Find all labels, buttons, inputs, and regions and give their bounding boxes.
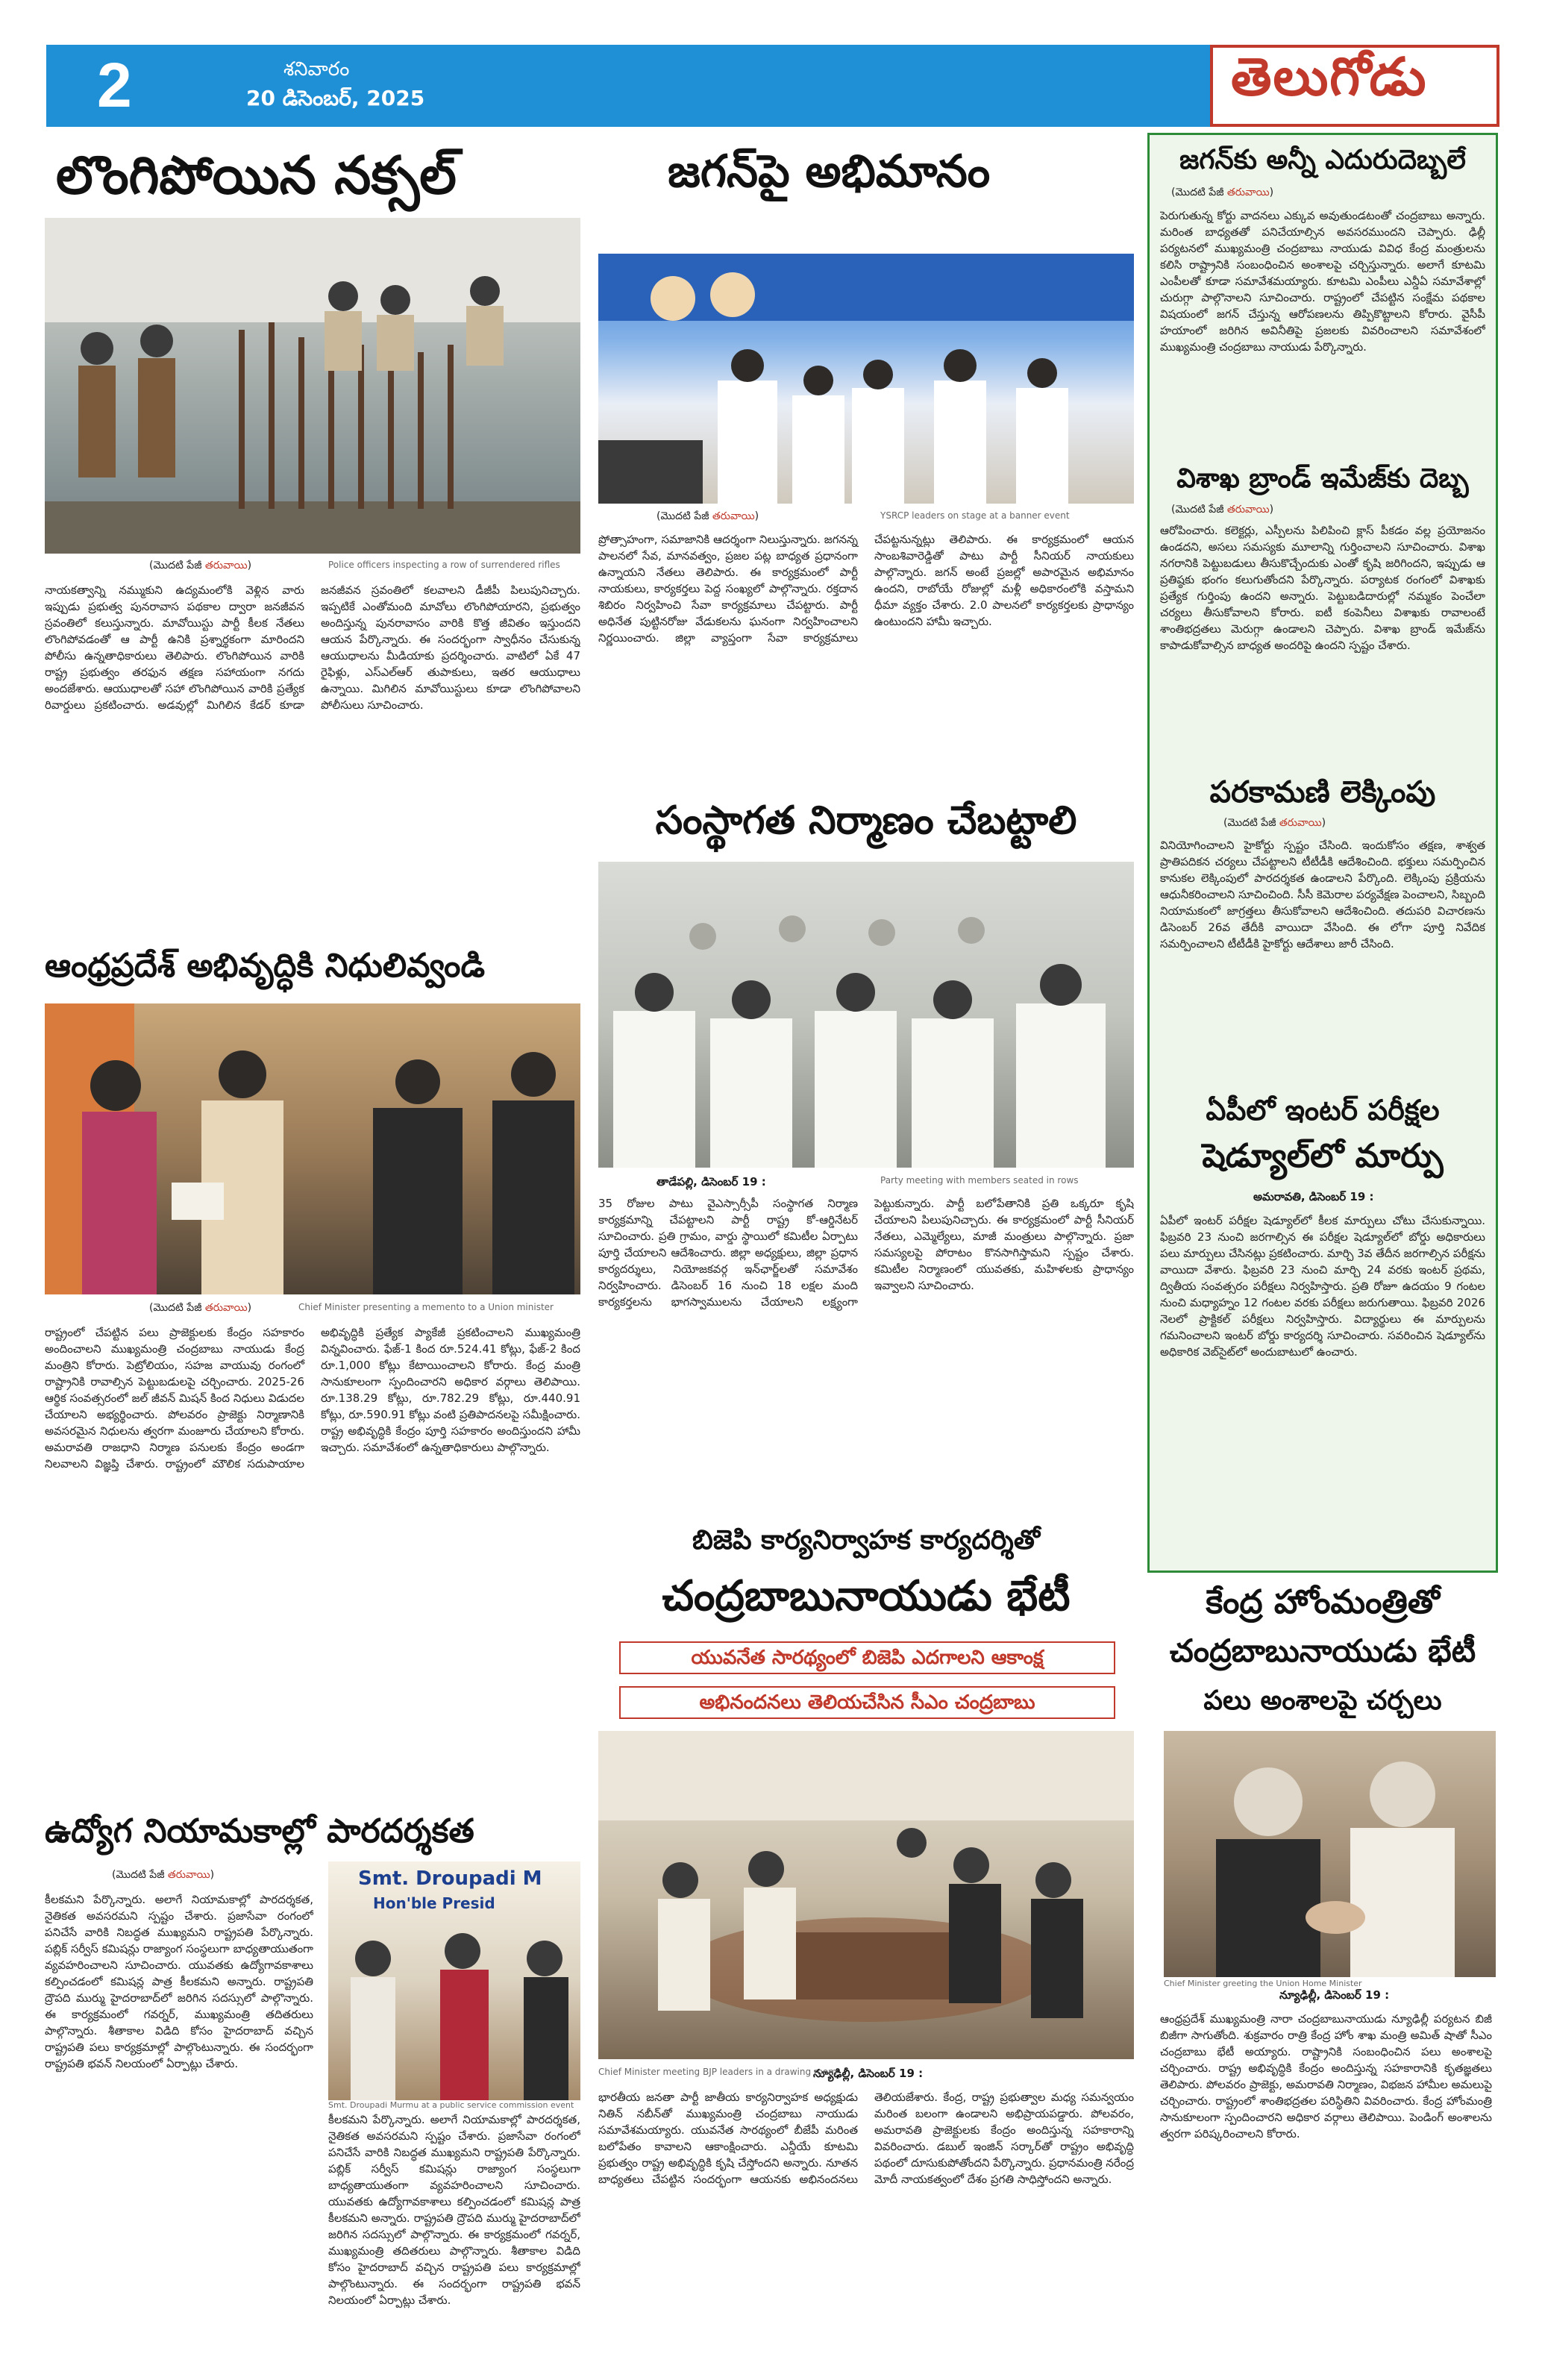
- org-photo-art: [598, 862, 1134, 1168]
- bjp-body: భారతీయ జనతా పార్టీ జాతీయ కార్యనిర్వాహక అధ్యక్షుడు నితిన్ నబీన్‌తో ముఖ్యమంత్రి చంద్రబాబు నాయుడు సమావేశమయ్యారు. యువనేత సారథ్యంలో బీజేపీ మరింత బలోపేతం కావాలని ఆకాంక్షించారు. ఎన్డీయే కూటమి ప్రభుత్వం రాష్ట్ర అభివృద్ధికి కృషి చేస్తోందని అన్నారు. నూతన బాధ్యతలు చేపట్టిన సందర్భంగా ఆయనకు అభినందనలు తెలియజేశారు. కేంద్ర, రాష్ట్ర ప్రభుత్వాల మధ్య సమన్వయం మరింత బలంగా ఉండాలని అభిప్రాయపడ్డారు. పోలవరం, అమరావతి ప్రాజెక్టులకు కేంద్రం అందిస్తున్న సహకారాన్ని వివరించారు. డబుల్ ఇంజిన్ సర్కార్‌తో రాష్ట్రం అభివృద్ధి పథంలో దూసుకుపోతోందని పేర్కొన్నారు. ప్రధానమంత్రి నరేంద్ర మోదీ నాయకత్వంలో దేశం ప్రగతి సాధిస్తోందని అన్నారు.: [598, 2091, 1134, 2186]
- jobs-body-text: కీలకమని పేర్కొన్నారు. అలాగే నియామకాల్లో పారదర్శకత, నైతికత అవసరమని స్పష్టం చేశారు. ప్రజాసేవా రంగంలో పనిచేసే వారికి నిబద్ధత ముఖ్యమని రాష్ట్రపతి పేర్కొన్నారు. పబ్లిక్ సర్వీస్ కమిషన్లు రాజ్యాంగ సంస్థలుగా బాధ్యతాయుతంగా వ్యవహరించాలని సూచించారు. యువతకు ఉద్యోగావకాశాలు కల్పించడంలో కమిషన్ల పాత్ర కీలకమని అన్నారు. రాష్ట్రపతి ద్రౌపది ముర్ము హైదరాబాద్‌లో జరిగిన సదస్సులో పాల్గొన్నారు. ఈ కార్యక్రమంలో గవర్నర్, ముఖ్యమంత్రి తదితరులు పాల్గొన్నారు. శీతాకాల విడిది కోసం హైదరాబాద్ వచ్చిన రాష్ట్రపతి పలు కార్యక్రమాల్లో పాల్గొంటున్నారు. ఈ సందర్భంగా రాష్ట్రపతి భవన్ నిలయంలో ఏర్పాట్లు చేశారు.: [45, 1893, 313, 2070]
- sb3-credit: [1223, 817, 1326, 831]
- amit-photo: [1164, 1731, 1496, 1977]
- org-headline: సంస్థాగత నిర్మాణం చేబట్టాలి: [655, 798, 1077, 843]
- jobs-body-text: కీలకమని పేర్కొన్నారు. అలాగే నియామకాల్లో పారదర్శకత, నైతికత అవసరమని స్పష్టం చేశారు. ప్రజాసేవా రంగంలో పనిచేసే వారికి నిబద్ధత ముఖ్యమని రాష్ట్రపతి పేర్కొన్నారు. పబ్లిక్ సర్వీస్ కమిషన్లు రాజ్యాంగ సంస్థలుగా బాధ్యతాయుతంగా వ్యవహరించాలని సూచించారు. యువతకు ఉద్యోగావకాశాలు కల్పించడంలో కమిషన్ల పాత్ర కీలకమని అన్నారు. రాష్ట్రపతి ద్రౌపది ముర్ము హైదరాబాద్‌లో జరిగిన సదస్సులో పాల్గొన్నారు. ఈ కార్యక్రమంలో గవర్నర్, ముఖ్యమంత్రి తదితరులు పాల్గొన్నారు. శీతాకాల విడిది కోసం హైదరాబాద్ వచ్చిన రాష్ట్రపతి పలు కార్యక్రమాల్లో పాల్గొంటున్నారు. ఈ సందర్భంగా రాష్ట్రపతి భవన్ నిలయంలో ఏర్పాట్లు చేశారు.: [328, 2113, 580, 2307]
- jobs-photo-art: [328, 1861, 580, 2100]
- ap-funds-credit: [149, 1302, 251, 1316]
- bjp-deck-1: యువనేత సారథ్యంలో బిజెపి ఎదగాలని ఆకాంక్ష: [619, 1641, 1115, 1674]
- amit-photo-art: [1164, 1731, 1496, 1977]
- credit-close: ): [247, 1302, 252, 1314]
- sb3-body: వినియోగించాలని హైకోర్టు స్పష్టం చేసింది. ఇందుకోసం తక్షణ, శాశ్వత ప్రాతిపదికన చర్యలు చేపట్టాలని టీటీడీకి ఆదేశించింది. భక్తులు సమర్పించిన కానుకల లెక్కింపులో పారదర్శకత ఉండాలని పేర్కొంది. లెక్కింపు ప్రక్రియను ఆధునీకరించాలని సూచించింది. సీసీ కెమెరాల పర్యవేక్షణ పెంచాలని, సిబ్బంది నియామకంలో జాగ్రత్తలు తీసుకోవాలని ఆదేశించింది. తదుపరి విచారణను డిసెంబర్ 26వ తేదీకి వాయిదా వేసింది. ఈ లోగా పూర్తి నివేదిక సమర్పించాలని టీటీడీకి హైకోర్టు ఆదేశాలు జారీ చేసింది.: [1160, 839, 1485, 951]
- org-body: 35 రోజుల పాటు వైఎస్సార్సీపీ సంస్థాగత నిర్మాణ కార్యక్రమాన్ని చేపట్టాలని పార్టీ రాష్ట్ర కో-ఆర్డినేటర్ సూచించారు. ప్రతి గ్రామం, వార్డు స్థాయిలో కమిటీల ఏర్పాటు పూర్తి చేయాలని ఆదేశించారు. జిల్లా అధ్యక్షులు, జిల్లా ప్రధాన కార్యదర్శులు, నియోజకవర్గ ఇన్‌ఛార్జ్‌లతో సమావేశం నిర్వహించారు. డిసెంబర్ 16 నుంచి 18 లక్షల మంది కార్యకర్తలను భాగస్వాములను చేయాలని లక్ష్యంగా పెట్టుకున్నారు. పార్టీ బలోపేతానికి ప్రతి ఒక్కరూ కృషి చేయాలని పిలుపునిచ్చారు. ఈ కార్యక్రమంలో పార్టీ సీనియర్ నేతలు, ఎమ్మెల్యేలు, మాజీ మంత్రులు పాల్గొన్నారు. ప్రజా సమస్యలపై పోరాటం కొనసాగిస్తామని స్పష్టం చేశారు. కమిటీల నిర్మాణంలో యువతకు, మహిళలకు ప్రాధాన్యం ఇవ్వాలని సూచించారు.: [598, 1197, 1134, 1309]
- naxal-headline: లొంగిపోయిన నక్సల్: [56, 145, 457, 206]
- credit-open: (మొదటి పేజీ: [149, 560, 205, 571]
- sb5-deck: పలు అంశాలపై చర్చలు: [1203, 1685, 1442, 1716]
- sb5-body: ఆంధ్రప్రదేశ్ ముఖ్యమంత్రి నారా చంద్రబాబునాయుడు న్యూఢిల్లీ పర్యటన బిజీ బిజీగా సాగుతోంది. శుక్రవారం రాత్రి కేంద్ర హోం శాఖ మంత్రి అమిత్ షాతో సీఎం చంద్రబాబు భేటీ అయ్యారు. రాష్ట్రానికి సంబంధించిన పలు అంశాలపై చర్చించారు. రాష్ట్ర అభివృద్ధికి కేంద్రం అందిస్తున్న సహకారానికి కృతజ్ఞతలు తెలిపారు. పోలవరం ప్రాజెక్టు, అమరావతి నిర్మాణం, విభజన హామీల అమలుపై చర్చించారు. రాష్ట్రంలో శాంతిభద్రతల పరిస్థితిని వివరించారు. కేంద్ర హోంమంత్రి సానుకూలంగా స్పందించారని అధికార వర్గాలు తెలిపాయి. పెండింగ్ అంశాలను త్వరగా పరిష్కరించాలని కోరారు.: [1160, 2012, 1492, 2141]
- credit-close: ): [1269, 187, 1274, 198]
- ap-funds-body: రాష్ట్రంలో చేపట్టిన పలు ప్రాజెక్టులకు కేంద్రం సహకారం అందించాలని ముఖ్యమంత్రి చంద్రబాబు నాయుడు కేంద్ర మంత్రిని కోరారు. పెట్రోలియం, సహజ వాయువు రంగంలో రాష్ట్రానికి రావాల్సిన పెట్టుబడులపై చర్చించారు. 2025-26 ఆర్థిక సంవత్సరంలో జల్ జీవన్ మిషన్ కింద నిధులు విడుదల చేయాలని అభ్యర్థించారు. పోలవరం ప్రాజెక్టు నిర్మాణానికి అవసరమైన నిధులను త్వరగా మంజూరు చేయాలని కోరారు. అమరావతి రాజధాని నిర్మాణ పనులకు కేంద్రం అండగా నిలవాలని విజ్ఞప్తి చేశారు. రాష్ట్రంలో మౌలిక సదుపాయాల అభివృద్ధికి ప్రత్యేక ప్యాకేజీ ప్రకటించాలని ముఖ్యమంత్రి విన్నవించారు. ఫేజ్-1 కింద రూ.524.41 కోట్లు, ఫేజ్-2 కింద రూ.1,000 కోట్లు కేటాయించాలని కోరారు. కేంద్ర మంత్రి సానుకూలంగా స్పందించారని అధికార వర్గాలు తెలిపాయి. రూ.138.29 కోట్లు, రూ.782.29 కోట్లు, రూ.440.91 కోట్లు, రూ.590.91 కోట్లు వంటి ప్రతిపాదనలపై సమీక్షించారు. రాష్ట్ర అభివృద్ధికి కేంద్రం పూర్తి సహకారం అందిస్తుందని హామీ ఇచ్చారు. సమావేశంలో ఉన్నతాధికారులు పాల్గొన్నారు.: [45, 1326, 580, 1471]
- naxal-credit: [149, 560, 251, 574]
- sb4-dateline: అమరావతి, డిసెంబర్ 19 :: [1253, 1190, 1374, 1203]
- sb5-headline-line2: చంద్రబాబునాయుడు భేటీ: [1169, 1632, 1476, 1669]
- bjp-photo-caption: Chief Minister meeting BJP leaders in a drawing room: [598, 2067, 837, 2077]
- credit-continued: తరువాయి: [1226, 504, 1270, 516]
- credit-close: ): [210, 1869, 215, 1881]
- masthead-date: 20 డిసెంబర్, 2025: [246, 86, 425, 110]
- sb5-headline-line1: కేంద్ర హోంమంత్రితో: [1206, 1583, 1440, 1621]
- naxal-photo: [45, 218, 580, 554]
- sb4-headline-line1: ఏపీలో ఇంటర్ పరీక్షల: [1206, 1094, 1440, 1127]
- jobs-banner-line2: Hon'ble Presid: [373, 1894, 495, 1912]
- bjp-kicker: బిజెపి కార్యనిర్వాహక కార్యదర్శితో: [692, 1525, 1041, 1556]
- sb3-headline: పరకామణి లెక్కింపు: [1209, 775, 1436, 809]
- brand-wedge: [1194, 45, 1210, 127]
- masthead-day: శనివారం: [283, 58, 350, 81]
- naxal-photo-art: [45, 218, 580, 554]
- credit-continued: తరువాయి: [712, 510, 755, 522]
- sb1-body: పెరుగుతున్న కోర్టు వాదనలు ఎక్కువ అవుతుండటంతో చంద్రబాబు అన్నారు. మరింత బాధ్యతతో పనిచేయాల్సిన అవసరముందని చెప్పారు. ఢిల్లీ పర్యటనలో ముఖ్యమంత్రి చంద్రబాబు నాయుడు వివిధ కేంద్ర మంత్రులను కలిసి రాష్ట్రానికి సంబంధించిన అంశాలపై చర్చిస్తున్నారు. అలాగే కూటమి ఎంపీలతో కూడా సమావేశమయ్యారు. కూటమి ఎంపీలు ఎన్డీఏ సమావేశాల్లో చురుగ్గా పాల్గొనాలని సూచించారు. రాష్ట్రంలో చేపట్టిన సంక్షేమ పథకాల విషయంలో జగన్ చేస్తున్న ఆరోపణలను తిప్పికొట్టాలని కోరారు. వైసీపీ హయాంలో జరిగిన అవినీతిపై ప్రజలకు వివరించాలని సమావేశంలో ముఖ్యమంత్రి చంద్రబాబు నాయుడు పేర్కొన్నారు.: [1160, 209, 1485, 354]
- jagan-photo: [598, 254, 1134, 504]
- credit-continued: తరువాయి: [1226, 187, 1270, 198]
- naxal-photo-caption: Police officers inspecting a row of surrendered rifles: [328, 560, 560, 570]
- sb2-headline: విశాఖ బ్రాండ్ ఇమేజ్‌కు దెబ్బ: [1176, 463, 1469, 494]
- jagan-headline: జగన్‌పై అభిమానం: [668, 145, 991, 198]
- jagan-photo-art: [598, 254, 1134, 504]
- sb2-credit: [1171, 504, 1273, 518]
- ap-funds-photo-art: [45, 1003, 580, 1294]
- credit-close: ): [1269, 504, 1274, 516]
- credit-close: ): [754, 510, 759, 522]
- bjp-deck-2: అభినందనలు తెలియచేసిన సీఎం చంద్రబాబు: [619, 1686, 1115, 1719]
- credit-close: ): [1321, 817, 1326, 829]
- credit-open: (మొదటి పేజీ: [1223, 817, 1279, 829]
- jagan-body: ప్రోత్సాహంగా, సమాజానికి ఆదర్శంగా నిలుస్తున్నారు. జగనన్న పాలనలో సేవ, మానవత్వం, ప్రజల పట్ల బాధ్యత ప్రధానంగా ఉన్నాయని నేతలు తెలిపారు. ఈ కార్యక్రమంలో పార్టీ నాయకులు, కార్యకర్తలు పెద్ద సంఖ్యలో పాల్గొన్నారు. రక్తదాన శిబిరం నిర్వహించి సేవా కార్యక్రమాలు చేపట్టారు. పార్టీ అధినేత పుట్టినరోజు వేడుకలను ఘనంగా నిర్వహించాలని నిర్ణయించారు. జిల్లా వ్యాప్తంగా సేవా కార్యక్రమాలు చేపట్టనున్నట్లు తెలిపారు. ఈ కార్యక్రమంలో ఆయన సాంబశివారెడ్డితో పాటు పార్టీ సీనియర్ నాయకులు పాల్గొన్నారు. జగన్ అంటే ప్రజల్లో అపారమైన అభిమానం ఉందని, రాబోయే రోజుల్లో మళ్లీ అధికారంలోకి వస్తామని ధీమా వ్యక్తం చేశారు. 2.0 పాలనలో కార్యకర్తలకు ప్రాధాన్యం ఉంటుందని హామీ ఇచ్చారు.: [598, 533, 1134, 645]
- sb1-credit: [1171, 187, 1273, 201]
- jobs-body-right: [328, 2111, 580, 2369]
- naxal-body: నాయకత్వాన్ని నమ్ముకుని ఉద్యమంలోకి వెళ్లిన వారు ఇప్పుడు ప్రభుత్వ పునరావాస పథకాల ద్వారా జనజీవన స్రవంతిలో కలుస్తున్నారు. మావోయిస్టు పార్టీ కీలక నేతలు లొంగిపోవడంతో ఆ పార్టీ ఉనికి ప్రశ్నార్థకంగా మారిందని పోలీసు ఉన్నతాధికారులు తెలిపారు. లొంగిపోయిన వారికి రాష్ట్ర ప్రభుత్వం తరఫున తక్షణ సహాయంగా నగదు అందజేశారు. ఆయుధాలతో సహా లొంగిపోయిన వారికి ప్రత్యేక రివార్డులు ప్రకటించారు. అడవుల్లో మిగిలిన కేడర్ కూడా జనజీవన స్రవంతిలో కలవాలని డీజీపీ పిలుపునిచ్చారు. ఇప్పటికే ఎంతోమంది మావోలు లొంగిపోయారని, ప్రభుత్వం అందిస్తున్న పునరావాసం వారికి కొత్త జీవితం ఇస్తుందని ఆయన పేర్కొన్నారు. ఈ సందర్భంగా స్వాధీనం చేసుకున్న ఆయుధాలను మీడియాకు ప్రదర్శించారు. వాటిలో ఏకే 47 రైఫిళ్లు, ఎస్ఎల్ఆర్ తుపాకులు, ఇతర ఆయుధాలు ఉన్నాయి. మిగిలిన మావోయిస్టులు కూడా లొంగిపోవాలని పోలీసులు సూచించారు.: [45, 583, 580, 712]
- jagan-credit: [656, 510, 759, 524]
- brand-logo: తెలుగోడు: [1231, 46, 1428, 107]
- credit-open: (మొదటి పేజీ: [1171, 504, 1227, 516]
- sb4-headline-line2: షెడ్యూల్‌లో మార్పు: [1202, 1137, 1444, 1175]
- org-photo: [598, 862, 1134, 1168]
- masthead: [46, 45, 1210, 127]
- page-number: 2: [97, 50, 132, 120]
- jobs-headline: ఉద్యోగ నియామకాల్లో పారదర్శకత: [45, 1812, 474, 1850]
- credit-continued: తరువాయి: [167, 1869, 210, 1881]
- jobs-credit: [112, 1869, 214, 1883]
- ap-funds-photo-caption: Chief Minister presenting a memento to a Union minister: [298, 1302, 554, 1312]
- bjp-headline: చంద్రబాబునాయుడు భేటీ: [662, 1572, 1071, 1620]
- sb2-body: ఆరోపించారు. కలెక్టర్లు, ఎస్పీలను పిలిపించి క్లాస్ పీకడం వల్ల ప్రయోజనం ఉండదని, అసలు సమస్యకు మూలాన్ని గుర్తించాలని సూచించారు. విశాఖ నగరానికి పెట్టుబడులు తీసుకొచ్చేందుకు ఎంతో కృషి జరిగిందని, ఇప్పుడు ఆ ప్రతిష్ఠకు భంగం కలుగుతోందని పేర్కొన్నారు. పర్యాటక రంగంలో విశాఖకు ప్రత్యేక గుర్తింపు ఉందని అన్నారు. పెట్టుబడిదారుల్లో నమ్మకం పెంచేలా చర్యలు తీసుకోవాలని కోరారు. ఐటీ కంపెనీలు విశాఖకు రావాలంటే శాంతిభద్రతలు మెరుగ్గా ఉండాలని చెప్పారు. విశాఖ బ్రాండ్ ఇమేజ్‌ను కాపాడుకోవాల్సిన బాధ్యత అందరిపై ఉందని స్పష్టం చేశారు.: [1160, 524, 1485, 652]
- credit-open: (మొదటి పేజీ: [656, 510, 712, 522]
- bjp-photo-art: [598, 1731, 1134, 2059]
- credit-open: (మొదటి పేజీ: [1171, 187, 1227, 198]
- credit-close: ): [247, 560, 252, 571]
- ap-funds-photo: [45, 1003, 580, 1294]
- ap-funds-headline: ఆంధ్రప్రదేశ్ అభివృద్ధికి నిధులివ్వండి: [45, 947, 486, 985]
- credit-continued: తరువాయి: [1279, 817, 1322, 829]
- sb1-headline: జగన్‌కు అన్నీ ఎదురుదెబ్బలే: [1179, 145, 1466, 175]
- bjp-photo: [598, 1731, 1134, 2059]
- jobs-banner-line1: Smt. Droupadi M: [358, 1867, 542, 1890]
- bjp-dateline: న్యూఢిల్లీ, డిసెంబర్ 19 :: [813, 2067, 924, 2080]
- org-photo-caption: Party meeting with members seated in rows: [880, 1175, 1079, 1186]
- amit-photo-caption: Chief Minister greeting the Union Home Minister: [1164, 1979, 1362, 1988]
- credit-continued: తరువాయి: [204, 1302, 248, 1314]
- credit-open: (మొదటి పేజీ: [149, 1302, 205, 1314]
- jobs-body-left: [45, 1891, 313, 2369]
- org-dateline: తాడేపల్లి, డిసెంబర్ 19 :: [656, 1175, 766, 1189]
- credit-continued: తరువాయి: [204, 560, 248, 571]
- sb4-body: ఏపీలో ఇంటర్ పరీక్షల షెడ్యూల్‌లో కీలక మార్పులు చోటు చేసుకున్నాయి. ఫిబ్రవరి 23 నుంచి జరగాల్సిన ఈ పరీక్షల షెడ్యూల్‌లో బోర్డు అధికారులు పలు మార్పులు చేసినట్లు ప్రకటించారు. మార్చి 3వ తేదీన జరగాల్సిన పరీక్షను వాయిదా వేశారు. ఫిబ్రవరి 23 నుంచి మార్చి 24 వరకు ఇంటర్ ప్రథమ, ద్వితీయ సంవత్సరం పరీక్షలు నిర్వహిస్తారు. ప్రతి రోజూ ఉదయం 9 గంటల నుంచి మధ్యాహ్నం 12 గంటల వరకు పరీక్షలు జరుగుతాయి. ఫిబ్రవరి 2026 నెలలో ప్రాక్టికల్ పరీక్షలు నిర్వహిస్తారు. విద్యార్థులు ఈ మార్పులను గమనించాలని ఇంటర్ బోర్డు కార్యదర్శి సూచించారు. సవరించిన షెడ్యూల్‌ను అధికారిక వెబ్‌సైట్‌లో అందుబాటులో ఉంచారు.: [1160, 1214, 1485, 1359]
- jobs-photo: [328, 1861, 580, 2100]
- sb5-dateline: న్యూఢిల్లీ, డిసెంబర్ 19 :: [1279, 1988, 1390, 2002]
- jobs-photo-caption: Smt. Droupadi Murmu at a public service commission event: [328, 2100, 574, 2110]
- credit-open: (మొదటి పేజీ: [112, 1869, 168, 1881]
- jagan-photo-caption: YSRCP leaders on stage at a banner event: [880, 510, 1070, 521]
